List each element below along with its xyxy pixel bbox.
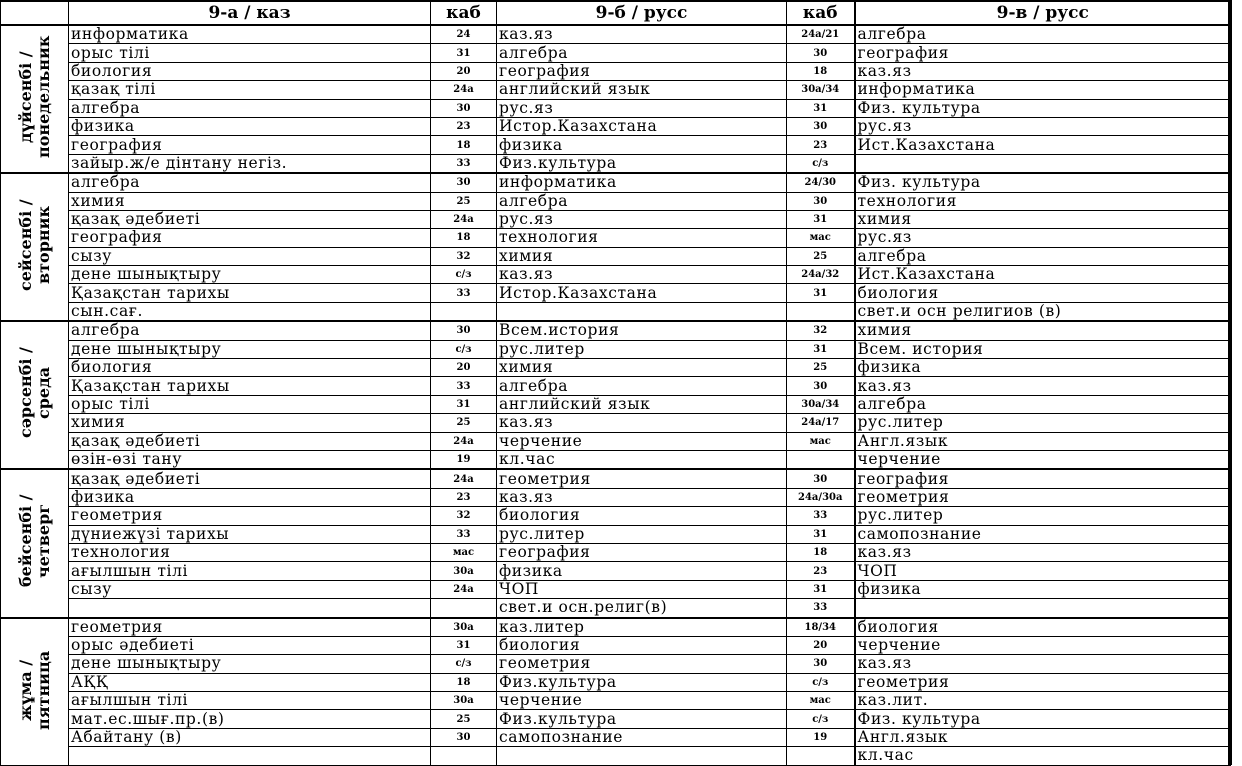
subject-9b: свет.и осн.религ(в) [497,599,787,618]
subject-9b: каз.яз [497,488,787,506]
lesson-row [1,192,1231,210]
subject-9b: биология [497,636,787,654]
subject-9b: биология [497,507,787,525]
room-9a: 30 [431,99,497,117]
room-9b: мас [787,432,855,450]
lesson-row [1,62,1231,80]
room-9a: 30 [431,173,497,192]
lesson-row [1,25,1231,44]
room-9a: 24а [431,580,497,598]
room-9a: с/з [431,340,497,358]
lesson-row [1,618,1231,637]
room-9a: 30а [431,562,497,580]
subject-9c: Физ. культура [855,173,1231,192]
lesson-row [1,321,1231,340]
subject-9a: сын.сағ. [69,302,431,321]
day-label-cell [1,618,69,766]
subject-9a: алгебра [69,321,431,340]
subject-9a: технология [69,543,431,561]
subject-9b: Физ.культура [497,673,787,691]
subject-9c: Ист.Казахстана [855,266,1231,284]
lesson-row [1,359,1231,377]
room-9a: 30 [431,321,497,340]
subject-9a: биология [69,359,431,377]
lesson-row [1,673,1231,691]
header-class-a: 9-а / каз [69,1,431,25]
room-9a: 24а [431,432,497,450]
room-9b: с/з [787,710,855,728]
subject-9b: геометрия [497,655,787,673]
lesson-row [1,728,1231,746]
lesson-row [1,44,1231,62]
subject-9b: черчение [497,432,787,450]
subject-9c: Ист.Казахстана [855,136,1231,154]
subject-9c: информатика [855,81,1231,99]
room-9b: 23 [787,136,855,154]
room-9a [431,747,497,765]
lesson-row [1,136,1231,154]
lesson-row [1,99,1231,117]
lesson-row [1,692,1231,710]
room-9b: 24а/32 [787,266,855,284]
room-9a: 25 [431,192,497,210]
day-label-cell [1,173,69,321]
subject-9b: рус.яз [497,210,787,228]
subject-9b: английский язык [497,81,787,99]
subject-9c: рус.яз [855,117,1231,135]
subject-9c: свет.и осн религиов (в) [855,302,1231,321]
subject-9b: рус.яз [497,99,787,117]
subject-9b [497,747,787,765]
subject-9a: геометрия [69,507,431,525]
room-9b: 33 [787,507,855,525]
subject-9b: ЧОП [497,580,787,598]
subject-9b: алгебра [497,44,787,62]
room-9a: 23 [431,117,497,135]
subject-9c: биология [855,618,1231,637]
subject-9c: физика [855,359,1231,377]
lesson-row [1,117,1231,135]
room-9b: 30а/34 [787,81,855,99]
room-9b: 31 [787,210,855,228]
room-9b: 30 [787,377,855,395]
room-9a: 24а [431,81,497,99]
subject-9c: география [855,44,1231,62]
room-9b: 24а/21 [787,25,855,44]
lesson-row [1,81,1231,99]
room-9b: 30 [787,192,855,210]
subject-9a: зайыр.ж/е дінтану негіз. [69,154,431,173]
subject-9b: рус.литер [497,340,787,358]
day-label: бейсенбі / четверг [15,495,53,588]
subject-9c: технология [855,192,1231,210]
room-9a: 24а [431,210,497,228]
subject-9a: химия [69,414,431,432]
lesson-row [1,655,1231,673]
subject-9a: сызу [69,247,431,265]
lesson-row [1,432,1231,450]
room-9b: с/з [787,154,855,173]
room-9a: 32 [431,507,497,525]
room-9b [787,302,855,321]
room-9a: 23 [431,488,497,506]
subject-9a: дүниежүзі тарихы [69,525,431,543]
day-label: сейсенбі / вторник [15,199,53,291]
room-9b: мас [787,229,855,247]
lesson-row [1,488,1231,506]
room-9a: 24а [431,469,497,488]
subject-9a: дене шынықтыру [69,340,431,358]
room-9b: 23 [787,562,855,580]
subject-9a: Қазақстан тарихы [69,284,431,302]
subject-9b: Истор.Казахстана [497,117,787,135]
subject-9a: информатика [69,25,431,44]
room-9b: 18/34 [787,618,855,637]
subject-9a: Қазақстан тарихы [69,377,431,395]
subject-9b: каз.яз [497,266,787,284]
subject-9a: физика [69,117,431,135]
subject-9c: геометрия [855,488,1231,506]
subject-9b [497,302,787,321]
lesson-row [1,450,1231,469]
room-9b: 30 [787,117,855,135]
subject-9b: химия [497,247,787,265]
subject-9a: дене шынықтыру [69,266,431,284]
subject-9c: черчение [855,450,1231,469]
subject-9a: орыс әдебиеті [69,636,431,654]
room-9b: 32 [787,321,855,340]
subject-9c: черчение [855,636,1231,654]
lesson-row [1,395,1231,413]
room-9b: 24а/17 [787,414,855,432]
subject-9a: биология [69,62,431,80]
room-9b [787,747,855,765]
room-9a: 18 [431,673,497,691]
subject-9a [69,599,431,618]
subject-9a: қазақ тілі [69,81,431,99]
room-9b: 30а/34 [787,395,855,413]
room-9a [431,599,497,618]
subject-9a: орыс тілі [69,395,431,413]
room-9a: мас [431,543,497,561]
subject-9b: Физ.культура [497,154,787,173]
subject-9c: биология [855,284,1231,302]
subject-9b: география [497,62,787,80]
subject-9a: геометрия [69,618,431,637]
subject-9a: география [69,229,431,247]
subject-9b: алгебра [497,377,787,395]
lesson-row [1,154,1231,173]
subject-9a: АҚҚ [69,673,431,691]
subject-9b: геометрия [497,469,787,488]
room-9a: 25 [431,710,497,728]
room-9a: с/з [431,266,497,284]
subject-9c: геометрия [855,673,1231,691]
room-9b: 31 [787,580,855,598]
room-9b: 25 [787,247,855,265]
lesson-row [1,229,1231,247]
subject-9b: алгебра [497,192,787,210]
subject-9c: кл.час [855,747,1231,765]
subject-9c [855,599,1231,618]
timetable-body [1,25,1231,765]
lesson-row [1,469,1231,488]
subject-9b: каз.яз [497,25,787,44]
lesson-row [1,173,1231,192]
subject-9c: алгебра [855,25,1231,44]
subject-9c: самопознание [855,525,1231,543]
lesson-row [1,414,1231,432]
lesson-row [1,507,1231,525]
subject-9b: Истор.Казахстана [497,284,787,302]
room-9a: 18 [431,136,497,154]
room-9a: 18 [431,229,497,247]
right-border-rule [1228,0,1232,765]
room-9a: 31 [431,395,497,413]
day-label-cell [1,469,69,617]
subject-9a [69,747,431,765]
lesson-row [1,302,1231,321]
lesson-row [1,543,1231,561]
subject-9c: алгебра [855,247,1231,265]
subject-9a: мат.ес.шығ.пр.(в) [69,710,431,728]
subject-9c: каз.лит. [855,692,1231,710]
subject-9b: каз.яз [497,414,787,432]
room-9a: 24 [431,25,497,44]
lesson-row [1,580,1231,598]
subject-9c: каз.яз [855,543,1231,561]
room-9a: 20 [431,359,497,377]
room-9a [431,302,497,321]
subject-9b: география [497,543,787,561]
subject-9a: дене шынықтыру [69,655,431,673]
lesson-row [1,377,1231,395]
room-9a: 30а [431,692,497,710]
room-9a: 20 [431,62,497,80]
room-9b: 24/30 [787,173,855,192]
day-label: сәрсенбі / среда [15,347,53,439]
room-9b: 33 [787,599,855,618]
day-label-cell [1,321,69,469]
subject-9a: қазақ әдебиеті [69,210,431,228]
subject-9c: химия [855,210,1231,228]
subject-9b: черчение [497,692,787,710]
subject-9c: физика [855,580,1231,598]
lesson-row [1,710,1231,728]
subject-9a: физика [69,488,431,506]
lesson-row [1,599,1231,618]
room-9b: 30 [787,469,855,488]
subject-9b: физика [497,136,787,154]
subject-9b: химия [497,359,787,377]
room-9a: 30 [431,728,497,746]
subject-9c: рус.яз [855,229,1231,247]
subject-9c: география [855,469,1231,488]
room-9b: 30 [787,655,855,673]
subject-9a: қазақ әдебиеті [69,469,431,488]
lesson-row [1,340,1231,358]
subject-9b: английский язык [497,395,787,413]
room-9b: 31 [787,99,855,117]
room-9b: 18 [787,543,855,561]
day-label: дүйсенбі / понедельник [15,35,53,159]
room-9a: 25 [431,414,497,432]
room-9a: 31 [431,44,497,62]
subject-9b: самопознание [497,728,787,746]
room-9b: с/з [787,673,855,691]
subject-9b: технология [497,229,787,247]
subject-9a: орыс тілі [69,44,431,62]
header-class-c: 9-в / русс [855,1,1231,25]
corner-cell [1,1,69,25]
room-9b: 19 [787,728,855,746]
room-9a: 30а [431,618,497,637]
subject-9a: алгебра [69,99,431,117]
lesson-row [1,210,1231,228]
room-9a: 31 [431,636,497,654]
subject-9c: Физ. культура [855,710,1231,728]
room-9a: с/з [431,655,497,673]
subject-9c: алгебра [855,395,1231,413]
room-9a: 33 [431,377,497,395]
subject-9b: кл.час [497,450,787,469]
subject-9c: ЧОП [855,562,1231,580]
day-label-cell [1,25,69,173]
header-room-a: каб [431,1,497,25]
lesson-row [1,636,1231,654]
subject-9a: география [69,136,431,154]
room-9b: 31 [787,284,855,302]
subject-9a: сызу [69,580,431,598]
subject-9b: физика [497,562,787,580]
subject-9c: Всем. история [855,340,1231,358]
header-class-b: 9-б / русс [497,1,787,25]
subject-9a: Абайтану (в) [69,728,431,746]
subject-9b: информатика [497,173,787,192]
header-room-b: каб [787,1,855,25]
room-9a: 33 [431,525,497,543]
subject-9b: рус.литер [497,525,787,543]
subject-9c: каз.яз [855,655,1231,673]
room-9b: 31 [787,525,855,543]
room-9b: мас [787,692,855,710]
subject-9c: Англ.язык [855,728,1231,746]
room-9b: 20 [787,636,855,654]
subject-9c: Англ.язык [855,432,1231,450]
lesson-row [1,284,1231,302]
room-9b [787,450,855,469]
subject-9c: Физ. культура [855,99,1231,117]
subject-9a: ағылшын тілі [69,562,431,580]
room-9a: 19 [431,450,497,469]
lesson-row [1,562,1231,580]
lesson-row [1,247,1231,265]
subject-9c [855,154,1231,173]
subject-9c: рус.литер [855,414,1231,432]
subject-9c: каз.яз [855,377,1231,395]
room-9b: 31 [787,340,855,358]
lesson-row [1,747,1231,765]
lesson-row [1,525,1231,543]
header-row [1,1,1231,25]
room-9a: 32 [431,247,497,265]
subject-9b: Физ.культура [497,710,787,728]
subject-9a: химия [69,192,431,210]
subject-9a: алгебра [69,173,431,192]
subject-9a: қазақ әдебиеті [69,432,431,450]
subject-9a: ағылшын тілі [69,692,431,710]
subject-9a: өзін-өзі тану [69,450,431,469]
subject-9b: Всем.история [497,321,787,340]
room-9b: 25 [787,359,855,377]
room-9b: 30 [787,44,855,62]
room-9a: 33 [431,284,497,302]
day-label: жұма / пятница [15,649,53,730]
lesson-row [1,266,1231,284]
room-9b: 24а/30а [787,488,855,506]
subject-9c: каз.яз [855,62,1231,80]
subject-9b: каз.литер [497,618,787,637]
room-9b: 18 [787,62,855,80]
subject-9c: химия [855,321,1231,340]
subject-9c: рус.литер [855,507,1231,525]
room-9a: 33 [431,154,497,173]
